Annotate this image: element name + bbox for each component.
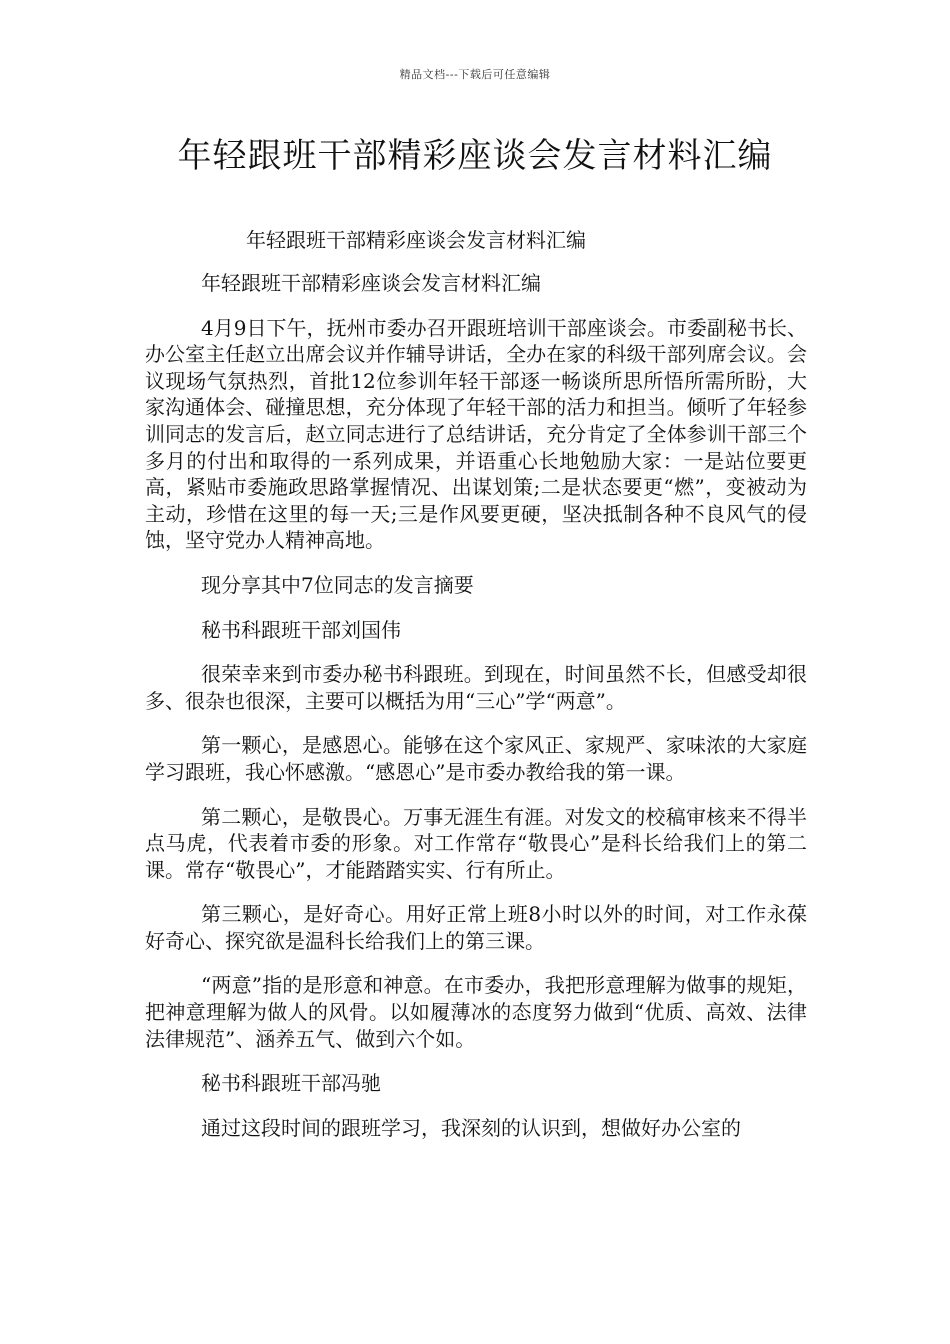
- header-note: 精品文档---下载后可任意编辑: [399, 68, 551, 81]
- paragraph: 第一颗心，是感恩心。能够在这个家风正、家规严、家味浓的大家庭学习跟班，我心怀感激。“感恩心”是市委办教给我的第一课。: [145, 733, 807, 784]
- document-title: 年轻跟班干部精彩座谈会发言材料汇编: [177, 136, 773, 176]
- document-body: [145, 270, 807, 1159]
- paragraph: 通过这段时间的跟班学习，我深刻的认识到，想做好办公室的: [201, 1115, 741, 1140]
- paragraph: 很荣幸来到市委办秘书科跟班。到现在，时间虽然不长，但感受却很多、很杂也很深，主要可以概括为用“三心”学“两意”。: [145, 662, 807, 713]
- section-heading: 秘书科跟班干部冯驰: [201, 1071, 381, 1096]
- paragraph: 年轻跟班干部精彩座谈会发言材料汇编: [201, 271, 541, 295]
- paragraph: 4月9日下午，抚州市委办召开跟班培训干部座谈会。市委副秘书长、办公室主任赵立出席会议并作辅导讲话，全办在家的科级干部列席会议。会议现场气氛热烈，首批12位参训年轻干部逐一畅谈所思所悟所需所盼，大家沟通体会、碰撞思想，充分体现了年轻干部的活力和担当。倾听了年轻参训同志的发言后，赵立同志进行了总结讲话，充分肯定了全体参训干部三个多月的付出和取得的一系列成果，并语重心长地勉励大家：一是站位要更高，紧贴市委施政思路掌握情况、出谋划策;二是状态要更“燃”，变被动为主动，珍惜在这里的每一天;三是作风要更硬，坚决抵制各种不良风气的侵蚀，坚守党办人精神高地。: [145, 315, 807, 553]
- paragraph: 现分享其中7位同志的发言摘要: [201, 572, 474, 597]
- document-subtitle: 年轻跟班干部精彩座谈会发言材料汇编: [246, 228, 586, 252]
- paragraph: 第二颗心，是敬畏心。万事无涯生有涯。对发文的校稿审核来不得半点马虎，代表着市委的形象。对工作常存“敬畏心”是科长给我们上的第二课。常存“敬畏心”，才能踏踏实实、行有所止。: [145, 804, 807, 882]
- paragraph: 第三颗心，是好奇心。用好正常上班8小时以外的时间，对工作永葆好奇心、探究欲是温科长给我们上的第三课。: [145, 902, 807, 953]
- paragraph: “两意”指的是形意和神意。在市委办，我把形意理解为做事的规矩，把神意理解为做人的风骨。以如履薄冰的态度努力做到“优质、高效、法律法律规范”、涵养五气、做到六个如。: [145, 973, 807, 1051]
- section-heading: 秘书科跟班干部刘国伟: [201, 617, 401, 642]
